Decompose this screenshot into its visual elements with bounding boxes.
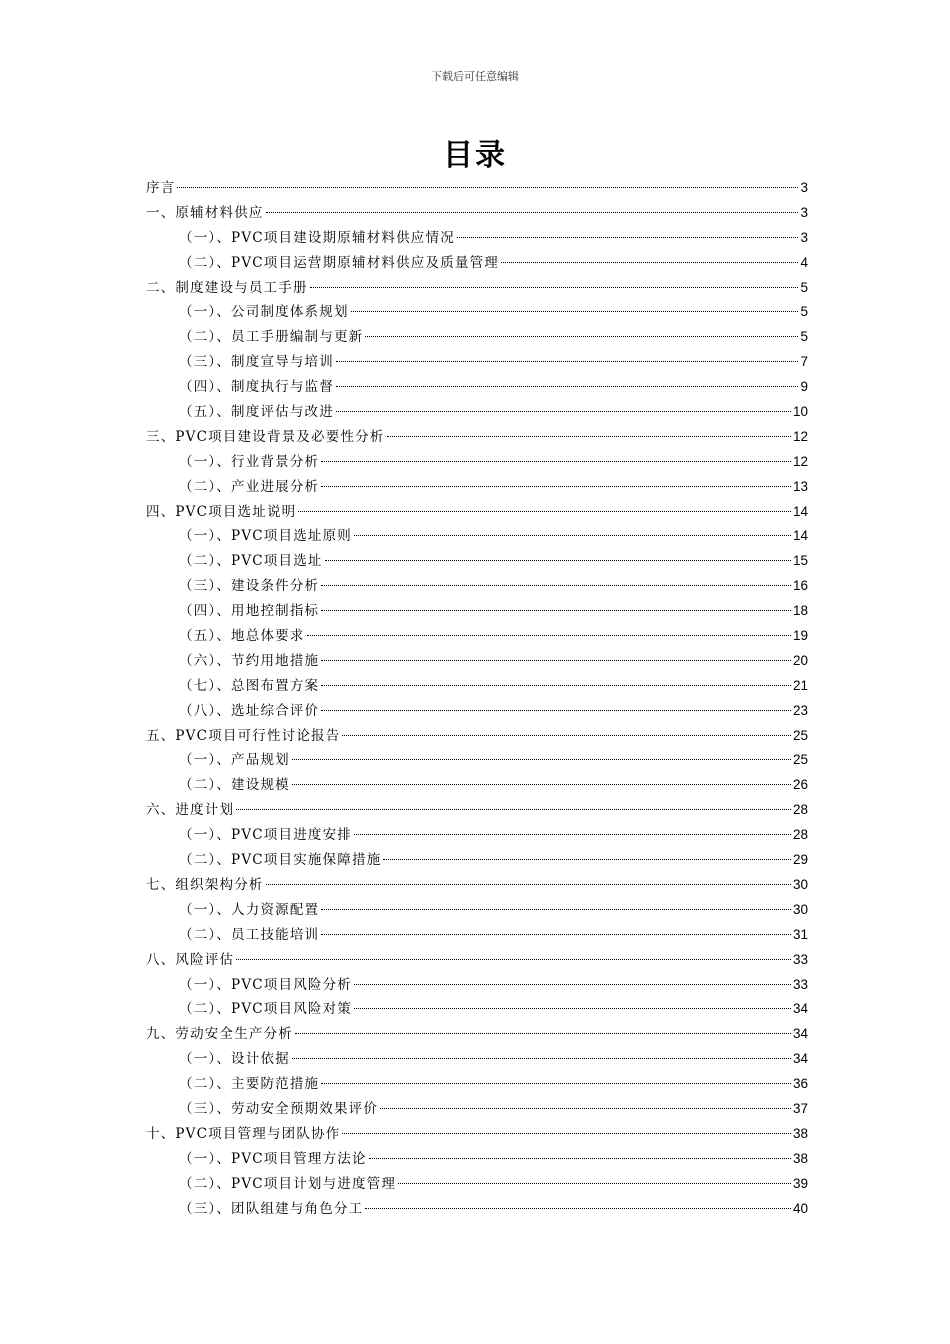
toc-entry[interactable]	[146, 549, 808, 574]
toc-dot-leader	[298, 511, 791, 512]
toc-entry-page-number: 25	[792, 727, 808, 743]
toc-entry-page-number: 18	[792, 603, 808, 619]
page-header-note: 下载后可任意编辑	[431, 70, 519, 83]
toc-entry-page-number: 26	[792, 777, 808, 793]
toc-entry-title: （二）、PVC项目实施保障措施	[179, 852, 382, 869]
toc-entry-page-number: 5	[800, 304, 808, 320]
toc-entry-title: 八、风险评估	[146, 951, 235, 968]
toc-entry-title: （七）、总图布置方案	[179, 677, 320, 694]
toc-entry[interactable]	[146, 898, 808, 923]
toc-entry-title: （一）、公司制度体系规划	[179, 304, 349, 321]
toc-entry-title: （二）、员工手册编制与更新	[179, 329, 364, 346]
toc-entry-title: （一）、PVC项目选址原则	[179, 528, 353, 545]
toc-entry[interactable]	[146, 1172, 808, 1197]
toc-entry-title: （三）、劳动安全预期效果评价	[179, 1100, 379, 1117]
toc-entry-title: 序言	[146, 180, 176, 196]
toc-entry-title: （四）、制度执行与监督	[179, 379, 334, 396]
toc-entry-page-number: 4	[800, 254, 808, 270]
toc-entry-page-number: 28	[792, 802, 808, 818]
table-of-contents	[146, 176, 808, 1221]
toc-dot-leader	[342, 735, 791, 736]
toc-entry[interactable]	[146, 724, 808, 749]
toc-entry-title: （一）、PVC项目进度安排	[179, 827, 353, 844]
toc-entry-title: 二、制度建设与员工手册	[146, 279, 308, 296]
toc-entry-page-number: 13	[792, 478, 808, 494]
toc-entry-title: （五）、地总体要求	[179, 628, 305, 645]
toc-entry[interactable]	[146, 997, 808, 1022]
toc-dot-leader	[321, 934, 791, 935]
toc-entry[interactable]	[146, 599, 808, 624]
toc-entry-page-number: 7	[800, 354, 808, 370]
toc-dot-leader	[325, 560, 791, 561]
toc-entry[interactable]	[146, 300, 808, 325]
toc-entry-page-number: 34	[792, 1051, 808, 1067]
toc-dot-leader	[380, 1108, 791, 1109]
toc-dot-leader	[354, 535, 791, 536]
toc-entry[interactable]	[146, 375, 808, 400]
toc-entry-page-number: 37	[792, 1100, 808, 1116]
toc-entry[interactable]	[146, 873, 808, 898]
toc-dot-leader	[321, 1083, 791, 1084]
toc-entry-page-number: 5	[800, 329, 808, 345]
toc-entry-title: 七、组织架构分析	[146, 876, 264, 893]
toc-entry[interactable]	[146, 251, 808, 276]
toc-dot-leader	[321, 909, 791, 910]
toc-entry-page-number: 29	[792, 852, 808, 868]
toc-entry-page-number: 14	[792, 528, 808, 544]
toc-entry-page-number: 34	[792, 1026, 808, 1042]
toc-dot-leader	[354, 1008, 791, 1009]
toc-entry[interactable]	[146, 748, 808, 773]
toc-dot-leader	[369, 1158, 791, 1159]
toc-entry-page-number: 20	[792, 652, 808, 668]
toc-entry[interactable]	[146, 649, 808, 674]
toc-dot-leader	[354, 834, 791, 835]
toc-dot-leader	[236, 959, 791, 960]
toc-dot-leader	[292, 1058, 791, 1059]
toc-entry-title: （三）、建设条件分析	[179, 578, 320, 595]
toc-dot-leader	[336, 386, 799, 387]
toc-entry[interactable]	[146, 699, 808, 724]
toc-dot-leader	[321, 710, 791, 711]
toc-entry[interactable]	[146, 325, 808, 350]
toc-entry-title: 四、PVC项目选址说明	[146, 503, 297, 520]
toc-entry-page-number: 33	[792, 976, 808, 992]
toc-entry[interactable]	[146, 475, 808, 500]
toc-entry-title: （二）、主要防范措施	[179, 1076, 320, 1093]
toc-dot-leader	[321, 660, 791, 661]
toc-entry-page-number: 12	[792, 453, 808, 469]
toc-entry[interactable]	[146, 823, 808, 848]
toc-entry-title: （一）、PVC项目管理方法论	[179, 1150, 367, 1167]
toc-entry-title: （一）、设计依据	[179, 1051, 290, 1068]
toc-entry-title: （二）、产业进展分析	[179, 478, 320, 495]
toc-entry[interactable]	[146, 425, 808, 450]
toc-entry[interactable]	[146, 1022, 808, 1047]
toc-entry-title: （二）、员工技能培训	[179, 926, 320, 943]
toc-dot-leader	[236, 809, 791, 810]
toc-entry-page-number: 12	[792, 428, 808, 444]
toc-dot-leader	[354, 984, 791, 985]
toc-entry-page-number: 3	[800, 204, 808, 220]
toc-entry-page-number: 3	[800, 180, 808, 195]
toc-dot-leader	[321, 685, 791, 686]
toc-entry[interactable]	[146, 226, 808, 251]
toc-entry[interactable]	[146, 350, 808, 375]
toc-dot-leader	[387, 436, 791, 437]
toc-entry-page-number: 36	[792, 1076, 808, 1092]
toc-entry-page-number: 21	[792, 677, 808, 693]
toc-dot-leader	[365, 1208, 791, 1209]
toc-entry[interactable]	[146, 848, 808, 873]
toc-entry-page-number: 9	[800, 379, 808, 395]
toc-entry-page-number: 3	[800, 229, 808, 245]
toc-entry-title: （三）、团队组建与角色分工	[179, 1200, 364, 1217]
toc-dot-leader	[383, 859, 791, 860]
toc-entry[interactable]	[146, 1097, 808, 1122]
toc-entry[interactable]	[146, 176, 808, 201]
toc-entry-page-number: 38	[792, 1150, 808, 1166]
toc-entry[interactable]	[146, 400, 808, 425]
toc-entry-page-number: 15	[792, 553, 808, 569]
toc-entry-page-number: 34	[792, 1001, 808, 1017]
toc-entry-page-number: 25	[792, 752, 808, 768]
toc-dot-leader	[457, 237, 799, 238]
toc-dot-leader	[310, 287, 799, 288]
toc-dot-leader	[398, 1183, 791, 1184]
toc-entry-page-number: 30	[792, 876, 808, 892]
toc-entry[interactable]	[146, 1147, 808, 1172]
toc-entry-title: （一）、行业背景分析	[179, 453, 320, 470]
toc-entry-title: （二）、PVC项目选址	[179, 553, 323, 570]
toc-dot-leader	[501, 262, 798, 263]
toc-entry[interactable]	[146, 773, 808, 798]
toc-entry-title: （一）、人力资源配置	[179, 901, 320, 918]
toc-entry[interactable]	[146, 1047, 808, 1072]
toc-entry-title: （四）、用地控制指标	[179, 603, 320, 620]
toc-dot-leader	[365, 336, 798, 337]
toc-entry-page-number: 33	[792, 951, 808, 967]
toc-dot-leader	[266, 884, 791, 885]
toc-dot-leader	[321, 486, 791, 487]
toc-entry[interactable]	[146, 948, 808, 973]
toc-entry[interactable]	[146, 450, 808, 475]
toc-entry[interactable]	[146, 1072, 808, 1097]
toc-entry-title: （五）、制度评估与改进	[179, 404, 334, 421]
toc-entry-title: （六）、节约用地措施	[179, 652, 320, 669]
page-title: 目录	[443, 138, 507, 173]
toc-entry-title: （二）、PVC项目风险对策	[179, 1001, 353, 1018]
toc-entry-title: 六、进度计划	[146, 802, 235, 819]
toc-entry-title: 十、PVC项目管理与团队协作	[146, 1125, 341, 1142]
toc-dot-leader	[321, 610, 791, 611]
toc-dot-leader	[342, 1133, 791, 1134]
toc-dot-leader	[292, 784, 791, 785]
toc-entry-page-number: 40	[792, 1200, 808, 1216]
toc-dot-leader	[295, 1033, 791, 1034]
toc-entry-page-number: 39	[792, 1175, 808, 1191]
toc-entry-title: （一）、产品规划	[179, 752, 290, 769]
toc-entry-title: 五、PVC项目可行性讨论报告	[146, 727, 341, 744]
toc-entry-title: 一、原辅材料供应	[146, 204, 264, 221]
toc-entry[interactable]	[146, 973, 808, 998]
toc-dot-leader	[321, 461, 791, 462]
toc-entry[interactable]	[146, 524, 808, 549]
toc-entry[interactable]	[146, 1197, 808, 1222]
toc-dot-leader	[266, 212, 799, 213]
toc-entry-title: （一）、PVC项目风险分析	[179, 976, 353, 993]
toc-entry-title: （二）、建设规模	[179, 777, 290, 794]
toc-entry[interactable]	[146, 1122, 808, 1147]
toc-entry[interactable]	[146, 624, 808, 649]
toc-entry-title: （三）、制度宣导与培训	[179, 354, 334, 371]
toc-entry-page-number: 14	[792, 503, 808, 519]
toc-entry-page-number: 23	[792, 702, 808, 718]
toc-entry-page-number: 10	[792, 404, 808, 420]
toc-entry-page-number: 31	[792, 926, 808, 942]
toc-entry-title: （二）、PVC项目计划与进度管理	[179, 1175, 397, 1192]
toc-dot-leader	[292, 759, 791, 760]
toc-entry-page-number: 5	[800, 279, 808, 295]
toc-entry[interactable]	[146, 923, 808, 948]
toc-dot-leader	[321, 585, 791, 586]
toc-entry-title: （一）、PVC项目建设期原辅材料供应情况	[179, 229, 455, 246]
toc-entry-title: 九、劳动安全生产分析	[146, 1026, 293, 1043]
toc-entry-page-number: 38	[792, 1125, 808, 1141]
toc-entry-page-number: 16	[792, 578, 808, 594]
toc-dot-leader	[307, 635, 791, 636]
toc-entry[interactable]	[146, 276, 808, 301]
toc-entry-page-number: 19	[792, 628, 808, 644]
toc-dot-leader	[336, 361, 799, 362]
toc-entry[interactable]	[146, 500, 808, 525]
toc-entry-title: （二）、PVC项目运营期原辅材料供应及质量管理	[179, 254, 500, 271]
toc-entry-page-number: 28	[792, 827, 808, 843]
toc-entry[interactable]	[146, 201, 808, 226]
toc-dot-leader	[177, 187, 798, 188]
toc-entry[interactable]	[146, 674, 808, 699]
toc-entry-title: （八）、选址综合评价	[179, 702, 320, 719]
toc-entry[interactable]	[146, 798, 808, 823]
toc-dot-leader	[336, 411, 791, 412]
toc-entry-page-number: 30	[792, 901, 808, 917]
toc-entry-title: 三、PVC项目建设背景及必要性分析	[146, 428, 385, 445]
toc-dot-leader	[351, 311, 799, 312]
toc-entry[interactable]	[146, 574, 808, 599]
